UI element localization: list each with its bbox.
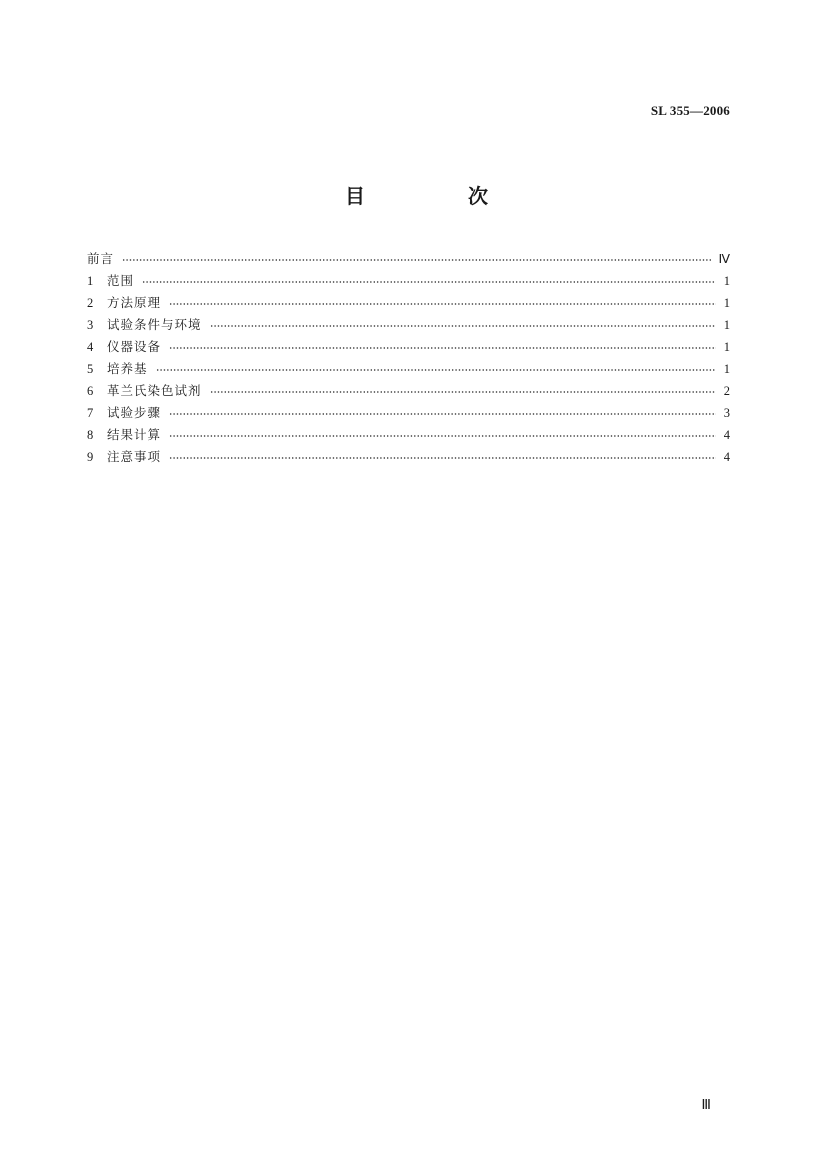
toc-entry-label: 前言 <box>87 251 115 266</box>
page-number: Ⅲ <box>701 1098 711 1113</box>
toc-entry-number: 8 <box>87 428 94 442</box>
toc-entry-label: 培养基 <box>107 361 148 376</box>
toc-entry-label: 试验步骤 <box>107 405 162 420</box>
toc-entry-page: 3 <box>723 406 730 420</box>
toc-entry-label: 结果计算 <box>107 427 162 442</box>
toc-title: 目 次 <box>345 184 536 208</box>
toc-entry-8[interactable] <box>87 424 730 446</box>
toc-leader-dots <box>210 389 716 395</box>
toc-entry-4[interactable] <box>87 336 730 358</box>
toc-entry-label: 革兰氏染色试剂 <box>107 383 202 398</box>
document-code: SL 355—2006 <box>650 103 730 118</box>
toc-entry-3[interactable] <box>87 314 730 336</box>
toc-entry-page: 1 <box>723 362 730 376</box>
toc-entry-2[interactable] <box>87 292 730 314</box>
toc-entry-page: 1 <box>723 340 730 354</box>
toc-entry-page: 1 <box>723 296 730 310</box>
toc-entry-label: 范围 <box>107 273 135 288</box>
toc-entry-label: 仪器设备 <box>107 339 162 354</box>
toc-leader-dots <box>122 257 712 263</box>
toc-entry-number: 1 <box>87 274 94 288</box>
toc-entry-page: Ⅳ <box>718 252 730 266</box>
toc-entry-page: 2 <box>723 384 730 398</box>
toc-entry-7[interactable] <box>87 402 730 424</box>
toc-entry-preface[interactable] <box>87 248 730 270</box>
toc-leader-dots <box>169 433 716 439</box>
toc-leader-dots <box>169 455 716 461</box>
toc-entry-page: 4 <box>723 428 730 442</box>
toc-entry-page: 1 <box>723 318 730 332</box>
toc-entry-5[interactable] <box>87 358 730 380</box>
toc-leader-dots <box>156 367 716 373</box>
toc-entry-number: 9 <box>87 450 94 464</box>
toc-entry-number: 3 <box>87 318 94 332</box>
toc-entry-label: 试验条件与环境 <box>107 317 202 332</box>
toc-leader-dots <box>169 301 716 307</box>
toc-entry-number: 6 <box>87 384 94 398</box>
toc-entry-label: 注意事项 <box>107 449 162 464</box>
toc-entry-label: 方法原理 <box>107 295 162 310</box>
toc-entry-number: 7 <box>87 406 94 420</box>
toc-entry-page: 4 <box>723 450 730 464</box>
toc-entry-number: 4 <box>87 340 94 354</box>
toc-leader-dots <box>169 411 716 417</box>
toc-entry-number: 5 <box>87 362 94 376</box>
toc-entry-page: 1 <box>723 274 730 288</box>
toc-leader-dots <box>210 323 716 329</box>
toc-entry-1[interactable] <box>87 270 730 292</box>
toc-entry-number: 2 <box>87 296 94 310</box>
toc-entry-6[interactable] <box>87 380 730 402</box>
toc-entry-9[interactable] <box>87 446 730 468</box>
toc-leader-dots <box>142 279 716 285</box>
toc-leader-dots <box>169 345 716 351</box>
table-of-contents <box>87 248 730 468</box>
